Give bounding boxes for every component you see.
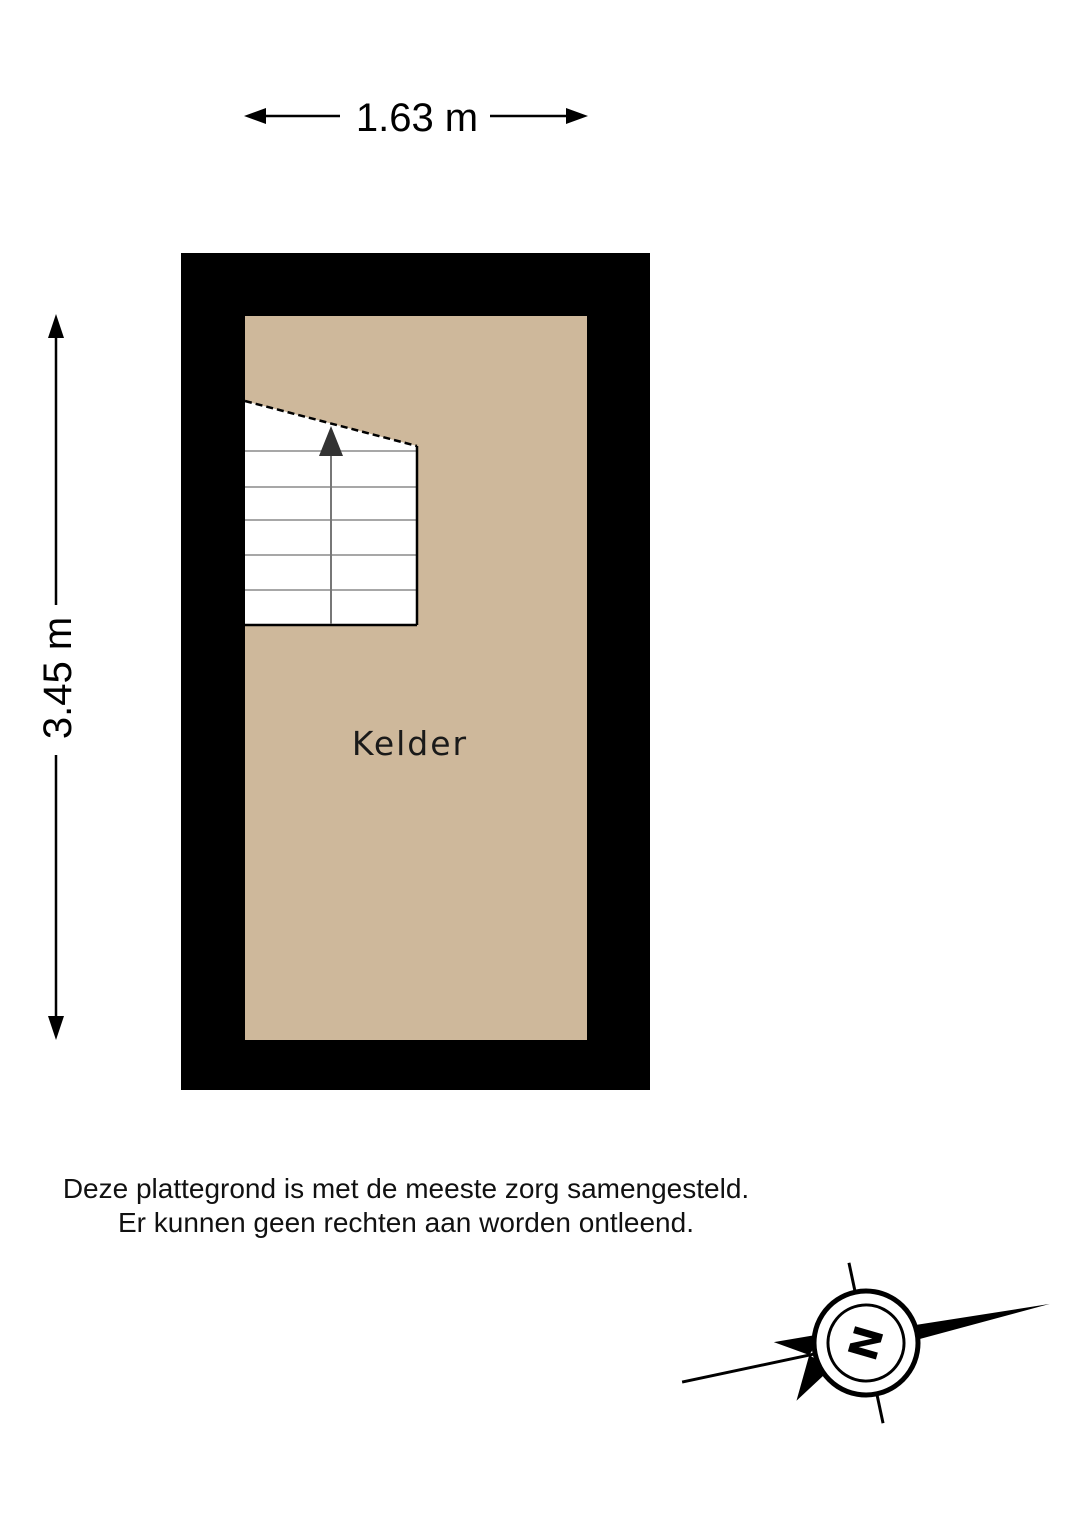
arrow-down-icon (48, 1016, 64, 1040)
compass-pointer-east (903, 1296, 1051, 1342)
disclaimer-line-2: Er kunnen geen rechten aan worden ontleend. (118, 1207, 694, 1238)
compass-north-icon (665, 1224, 1067, 1463)
compass-letter: N (840, 1320, 894, 1366)
width-dimension (244, 96, 588, 140)
height-label: 3.45 m (36, 616, 80, 740)
arrow-left-icon (244, 108, 266, 124)
height-dimension (36, 314, 80, 1040)
room-label: Kelder (351, 724, 469, 763)
width-label: 1.63 m (355, 96, 479, 140)
disclaimer-line-1: Deze plattegrond is met de meeste zorg samengesteld. (62, 1173, 750, 1204)
arrow-right-icon (566, 108, 588, 124)
arrow-up-icon (48, 314, 64, 338)
